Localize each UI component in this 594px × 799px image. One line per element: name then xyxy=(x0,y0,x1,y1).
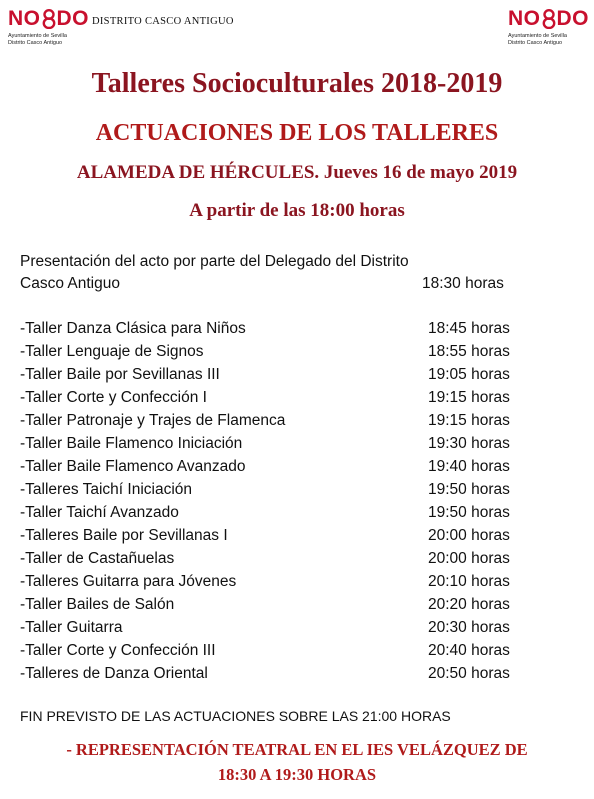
workshop-name: -Taller Lenguaje de Signos xyxy=(20,343,204,360)
nodo-wordmark xyxy=(508,8,589,30)
schedule-row xyxy=(20,548,590,571)
workshop-time: 20:40 horas xyxy=(428,642,510,659)
workshop-name: -Talleres Guitarra para Jóvenes xyxy=(20,573,237,590)
workshop-name: -Taller de Castañuelas xyxy=(20,550,175,567)
workshop-name: -Taller Baile Flamenco Avanzado xyxy=(20,458,246,475)
schedule-row xyxy=(20,410,590,433)
workshop-time: 20:50 horas xyxy=(428,665,510,682)
skein-icon xyxy=(42,9,56,29)
nodo-logo-left xyxy=(8,8,89,47)
workshop-time: 20:20 horas xyxy=(428,596,510,613)
venue-date: ALAMEDA DE HÉRCULES. Jueves 16 de mayo 2019 xyxy=(76,162,518,183)
workshop-time: 19:15 horas xyxy=(428,412,510,429)
page-title: Talleres Socioculturales 2018-2019 xyxy=(91,68,503,99)
nodo-logo-right xyxy=(508,8,589,47)
workshop-time: 19:50 horas xyxy=(428,504,510,521)
end-note: FIN PREVISTO DE LAS ACTUACIONES SOBRE LAS 21:00 HORAS xyxy=(20,708,451,724)
workshop-time: 20:30 horas xyxy=(428,619,510,636)
workshop-name: -Taller Patronaje y Trajes de Flamenca xyxy=(20,412,286,429)
theatre-line1: - REPRESENTACIÓN TEATRAL EN EL IES VELÁZQUEZ DE xyxy=(66,740,528,759)
logo-sub-line2: Distrito Casco Antiguo xyxy=(508,40,563,46)
workshop-time: 19:30 horas xyxy=(428,435,510,452)
theatre-note xyxy=(0,737,594,787)
workshop-time: 18:45 horas xyxy=(428,320,510,337)
workshop-time: 19:50 horas xyxy=(428,481,510,498)
nodo-wordmark xyxy=(8,8,89,30)
schedule-row xyxy=(20,594,590,617)
workshop-name: -Taller Baile por Sevillanas III xyxy=(20,366,220,383)
workshop-name: -Talleres Taichí Iniciación xyxy=(20,481,193,498)
workshop-time: 20:10 horas xyxy=(428,573,510,590)
workshop-time: 20:00 horas xyxy=(428,527,510,544)
schedule-row xyxy=(20,502,590,525)
logo-word-suffix: DO xyxy=(556,7,589,30)
logo-word-prefix: NO xyxy=(508,7,541,30)
logo-word-suffix: DO xyxy=(56,7,89,30)
district-label: DISTRITO CASCO ANTIGUO xyxy=(92,16,234,27)
theatre-line2: 18:30 A 19:30 HORAS xyxy=(217,765,377,784)
presentation-line2: Casco Antiguo xyxy=(20,275,120,292)
workshop-name: -Talleres de Danza Oriental xyxy=(20,665,208,682)
schedule-row xyxy=(20,525,590,548)
workshop-name: -Taller Taichí Avanzado xyxy=(20,504,179,521)
schedule-row xyxy=(20,479,590,502)
workshop-name: -Taller Corte y Confección III xyxy=(20,642,216,659)
start-time: A partir de las 18:00 horas xyxy=(189,200,405,221)
schedule-row xyxy=(20,617,590,640)
workshop-name: -Taller Baile Flamenco Iniciación xyxy=(20,435,243,452)
workshop-name: -Taller Bailes de Salón xyxy=(20,596,175,613)
schedule-row xyxy=(20,387,590,410)
logo-sub-line2: Distrito Casco Antiguo xyxy=(8,40,63,46)
presentation-time: 18:30 horas xyxy=(422,275,504,292)
logo-sub-line1: Ayuntamiento de Sevilla xyxy=(508,33,567,39)
schedule-row xyxy=(20,456,590,479)
skein-icon xyxy=(542,9,556,29)
logo-word-prefix: NO xyxy=(8,7,41,30)
workshop-time: 20:00 horas xyxy=(428,550,510,567)
logo-subtitle xyxy=(8,33,88,47)
schedule-row xyxy=(20,663,590,686)
logo-sub-line1: Ayuntamiento de Sevilla xyxy=(8,33,67,39)
presentation-line1: Presentación del acto por parte del Delegado del Distrito xyxy=(20,253,409,270)
workshop-name: -Taller Danza Clásica para Niños xyxy=(20,320,246,337)
schedule-row xyxy=(20,571,590,594)
schedule-row xyxy=(20,318,590,341)
schedule-row xyxy=(20,341,590,364)
logo-subtitle xyxy=(508,33,588,47)
workshop-time: 19:40 horas xyxy=(428,458,510,475)
workshop-time: 19:05 horas xyxy=(428,366,510,383)
workshop-name: -Taller Corte y Confección I xyxy=(20,389,207,406)
workshop-name: -Taller Guitarra xyxy=(20,619,123,636)
presentation-block xyxy=(20,251,580,295)
schedule-row xyxy=(20,640,590,663)
schedule-row xyxy=(20,364,590,387)
workshop-schedule xyxy=(20,318,590,686)
workshop-name: -Talleres Baile por Sevillanas I xyxy=(20,527,228,544)
schedule-row xyxy=(20,433,590,456)
page-subtitle: ACTUACIONES DE LOS TALLERES xyxy=(95,120,499,146)
workshop-time: 18:55 horas xyxy=(428,343,510,360)
workshop-time: 19:15 horas xyxy=(428,389,510,406)
